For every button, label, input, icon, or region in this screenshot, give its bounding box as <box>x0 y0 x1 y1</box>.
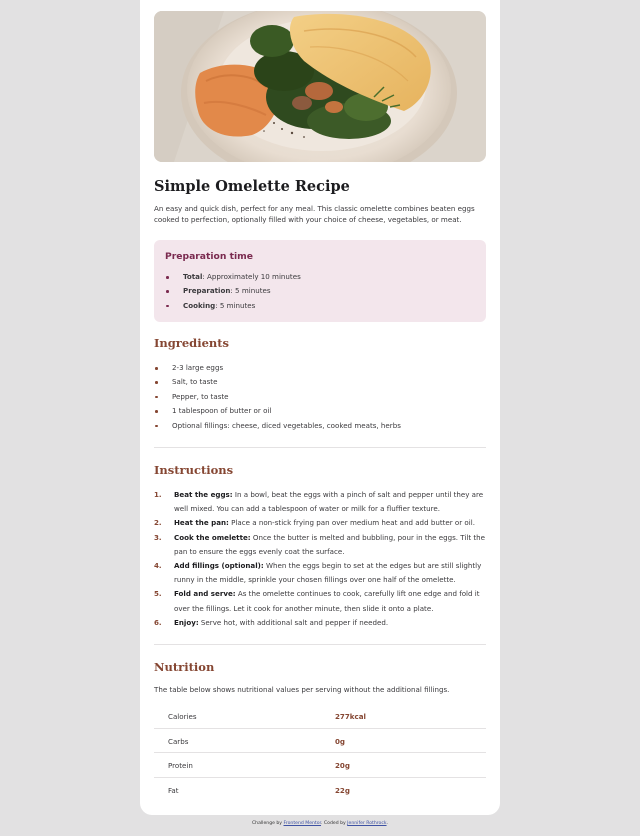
instruction-step <box>154 616 486 630</box>
nutrient-value: 20g <box>335 761 350 770</box>
step-label: Beat the eggs: <box>174 490 233 499</box>
nutrition-table <box>154 704 486 802</box>
list-item: Optional fillings: cheese, diced vegetables, cooked meats, herbs <box>154 419 401 433</box>
instruction-step <box>154 587 486 615</box>
instruction-step <box>154 516 486 530</box>
step-label: Enjoy: <box>174 617 199 627</box>
step-text: As the omelette continues to cook, carefully lift one edge and fold it over the fillings. Let it cook for another minute, then slide it onto a plate. <box>174 589 480 613</box>
ingredients-heading: Ingredients <box>154 336 230 350</box>
step-text: When the eggs begin to set at the edges but are still slightly runny in the middle, sprinkle your chosen fillings over one half of the omelette. <box>174 561 482 585</box>
omelette-image <box>154 11 486 162</box>
step-label: Cook the omelette: <box>174 532 251 542</box>
nutrient-value: 277kcal <box>335 712 366 721</box>
instructions-list <box>154 488 486 630</box>
nutrient-value: 22g <box>335 785 350 795</box>
instruction-step <box>154 531 486 559</box>
list-item <box>165 270 301 284</box>
step-text: Serve hot, with additional salt and pepper if needed. <box>198 617 389 627</box>
nutrient-name: Calories <box>168 712 197 721</box>
attribution-middle: . Coded by <box>321 821 348 826</box>
prep-text: : Approximately 10 minutes <box>202 272 301 281</box>
step-number: 3. <box>154 532 162 542</box>
step-text: Once the butter is melted and bubbling, pour in the eggs. Tilt the pan to ensure the eggs evenly coat the surface. <box>174 532 486 556</box>
author-link[interactable]: Jennifer Rothrock <box>347 821 387 826</box>
prep-label: Total <box>183 272 203 281</box>
section-divider <box>154 447 486 448</box>
nutrient-name: Carbs <box>168 736 189 746</box>
section-divider <box>154 644 486 645</box>
instructions-heading: Instructions <box>154 463 234 477</box>
prep-label: Cooking <box>183 300 216 310</box>
step-text: Place a non-stick frying pan over medium heat and add butter or oil. <box>228 518 475 528</box>
recipe-intro: An easy and quick dish, perfect for any meal. This classic omelette combines beaten eggs cooked to perfection, optionally filled with your choice of cheese, vegetables, or meat. <box>154 204 475 225</box>
table-row <box>154 778 486 803</box>
preparation-title: Preparation time <box>165 251 253 262</box>
ingredients-list <box>154 361 401 433</box>
recipe-card <box>140 0 500 815</box>
prep-text: : 5 minutes <box>215 300 256 310</box>
list-item: Salt, to taste <box>154 375 401 389</box>
step-number: 1. <box>154 490 162 499</box>
prep-label: Preparation <box>183 286 231 296</box>
instruction-step <box>154 488 486 516</box>
list-item: 1 tablespoon of butter or oil <box>154 404 401 418</box>
nutrition-heading: Nutrition <box>154 660 215 674</box>
step-text: In a bowl, beat the eggs with a pinch of salt and pepper until they are well mixed. You can add a tablespoon of water or milk for a fluffier texture. <box>174 490 484 514</box>
prep-text: : 5 minutes <box>230 286 271 296</box>
nutrient-value: 0g <box>335 736 346 746</box>
table-row <box>154 753 486 778</box>
preparation-time-box <box>154 240 486 322</box>
nutrient-name: Protein <box>168 761 193 770</box>
preparation-list <box>165 270 301 313</box>
frontend-mentor-link[interactable]: Frontend Mentor <box>283 821 322 826</box>
step-label: Fold and serve: <box>174 589 236 599</box>
instruction-step <box>154 559 486 587</box>
attribution-suffix: . <box>386 821 389 826</box>
nutrition-intro: The table below shows nutritional values per serving without the additional fillings. <box>154 685 450 694</box>
step-label: Heat the pan: <box>174 518 229 528</box>
recipe-title: Simple Omelette Recipe <box>154 178 350 195</box>
step-label: Add fillings (optional): <box>174 561 264 571</box>
step-number: 6. <box>154 617 162 627</box>
table-row <box>154 704 486 729</box>
nutrient-name: Fat <box>168 785 179 795</box>
list-item <box>165 284 301 298</box>
list-item <box>165 299 301 313</box>
attribution-prefix: Challenge by <box>251 821 284 826</box>
step-number: 4. <box>154 561 162 571</box>
list-item: Pepper, to taste <box>154 390 401 404</box>
attribution <box>0 821 640 826</box>
step-number: 2. <box>154 518 162 528</box>
table-row <box>154 729 486 754</box>
step-number: 5. <box>154 589 162 599</box>
list-item: 2-3 large eggs <box>154 361 401 375</box>
